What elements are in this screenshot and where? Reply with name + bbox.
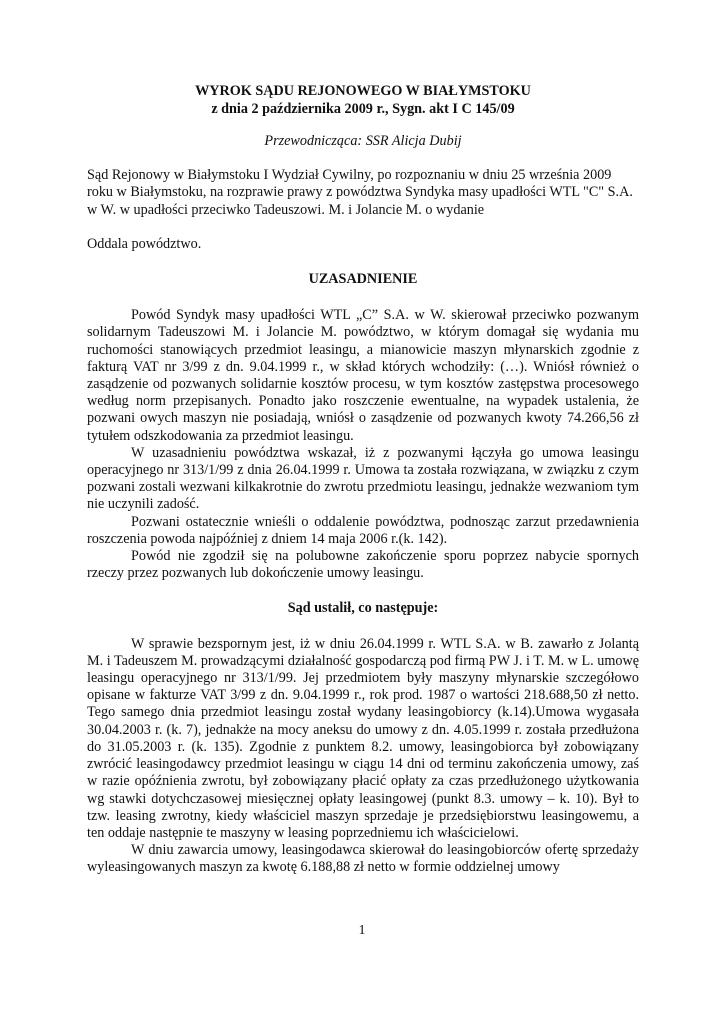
findings-paragraph: W dniu zawarcia umowy, leasingodawca skierował do leasingobiorców ofertę sprzedaży wyleasingowanych maszyn za kwotę 6.188,88 zł netto w formie oddzielnej umowy — [87, 842, 639, 876]
verdict: Oddala powództwo. — [87, 235, 202, 252]
presiding-judge: Przewodnicząca: SSR Alicja Dubij — [264, 133, 462, 149]
justification-paragraph: Powód Syndyk masy upadłości WTL „C” S.A. w W. skierował przeciwko pozwanym solidarnym Tadeuszowi M. i Jolancie M. powództwo, w którym domagał się wydania mu ruchomości stanowiących przedmiot leasingu, a mianowicie maszyn młynarskich zgodnie z fakturą VAT nr 3/99 z dn. 9.04.1999 r., w skład których wchodziły: (…). Wniósł również o zasądzenie od pozwanych solidarnie kosztów procesu, w tym kosztów zastępstwa procesowego według norm przepisanych. Ponadto jako roszczenie ewentualne, na wypadek ustalenia, że pozwani owych maszyn nie posiadają, wniósł o zasądzenie od pozwanych kwoty 74.266,56 zł tytułem odszkodowania za przedmiot leasingu. — [87, 307, 639, 444]
justification-paragraph: Pozwani ostatecznie wnieśli o oddalenie powództwa, podnosząc zarzut przedawnienia roszczenia powoda najpóźniej z dniem 14 maja 2006 r.(k. 142). — [87, 513, 639, 547]
findings-paragraph: W sprawie bezspornym jest, iż w dniu 26.04.1999 r. WTL S.A. w B. zawarło z Jolantą M. i Tadeuszem M. prowadzącymi działalność gospodarczą pod firmą PW J. i T. M. w L. umowę leasingu operacyjnego nr 313/1/99. Jej przedmiotem były maszyny młynarskie szczegółowo opisane w fakturze VAT 3/99 z dn. 9.04.1999 r., rok prod. 1987 o wartości 218.688,50 zł netto. Tego samego dnia przedmiot leasingu został wydany leasingobiorcy (k.14).Umowa wygasała 30.04.2003 r. (k. 7), jednakże na mocy aneksu do umowy z dn. 4.05.1999 r. została przedłużona do 31.05.2003 r. (k. 135). Zgodnie z punktem 8.2. umowy, leasingobiorca był zobowiązany zwrócić leasingodawcy przedmiot leasingu w ciągu 14 dni od terminu zakończenia umowy, zaś w razie opóźnienia zwrotu, był zobowiązany płacić opłaty za czas przedłużonego użytkowania wg stawki dotychczasowej miesięcznej opłaty leasingowej (punkt 8.3. umowy – k. 10). Był to tzw. leasing zwrotny, kiedy właściciel maszyn sprzedaje je przedsiębiorstwu leasingowemu, a ten oddaje następnie te maszyny w leasing poprzedniemu ich właścicielowi. — [87, 635, 639, 841]
court-intro: Sąd Rejonowy w Białymstoku I Wydział Cywilny, po rozpoznaniu w dniu 25 września 2009 roku w Białymstoku, na rozprawie prawy z powództwa Syndyka masy upadłości WTL "C" S.A. w W. w upadłości przeciwko Tadeuszowi. M. i Jolancie M. o wydanie — [87, 167, 633, 218]
page-number: 1 — [358, 923, 366, 938]
justification-paragraph: W uzasadnieniu powództwa wskazał, iż z pozwanymi łączyła go umowa leasingu operacyjnego nr 313/1/99 z dnia 26.04.1999 r. Umowa ta została rozwiązana, w związku z czym pozwani zostali wezwani kilkakrotnie do zwrotu przedmiotu leasingu, jednakże wezwaniom tym nie uczynili zadość. — [87, 444, 639, 513]
justification-paragraph: Powód nie zgodził się na polubowne zakończenie sporu poprzez nabycie spornych rzeczy przez pozwanych lub dokończenie umowy leasingu. — [87, 548, 639, 582]
document-page — [87, 82, 639, 877]
title-line-2: z dnia 2 października 2009 r., Sygn. akt I C 145/09 — [211, 101, 515, 117]
title-line-1: WYROK SĄDU REJONOWEGO W BIAŁYMSTOKU — [195, 83, 531, 99]
findings-heading: Sąd ustalił, co następuje: — [287, 600, 439, 617]
document-title — [87, 82, 639, 118]
justification-heading: UZASADNIENIE — [308, 271, 418, 288]
